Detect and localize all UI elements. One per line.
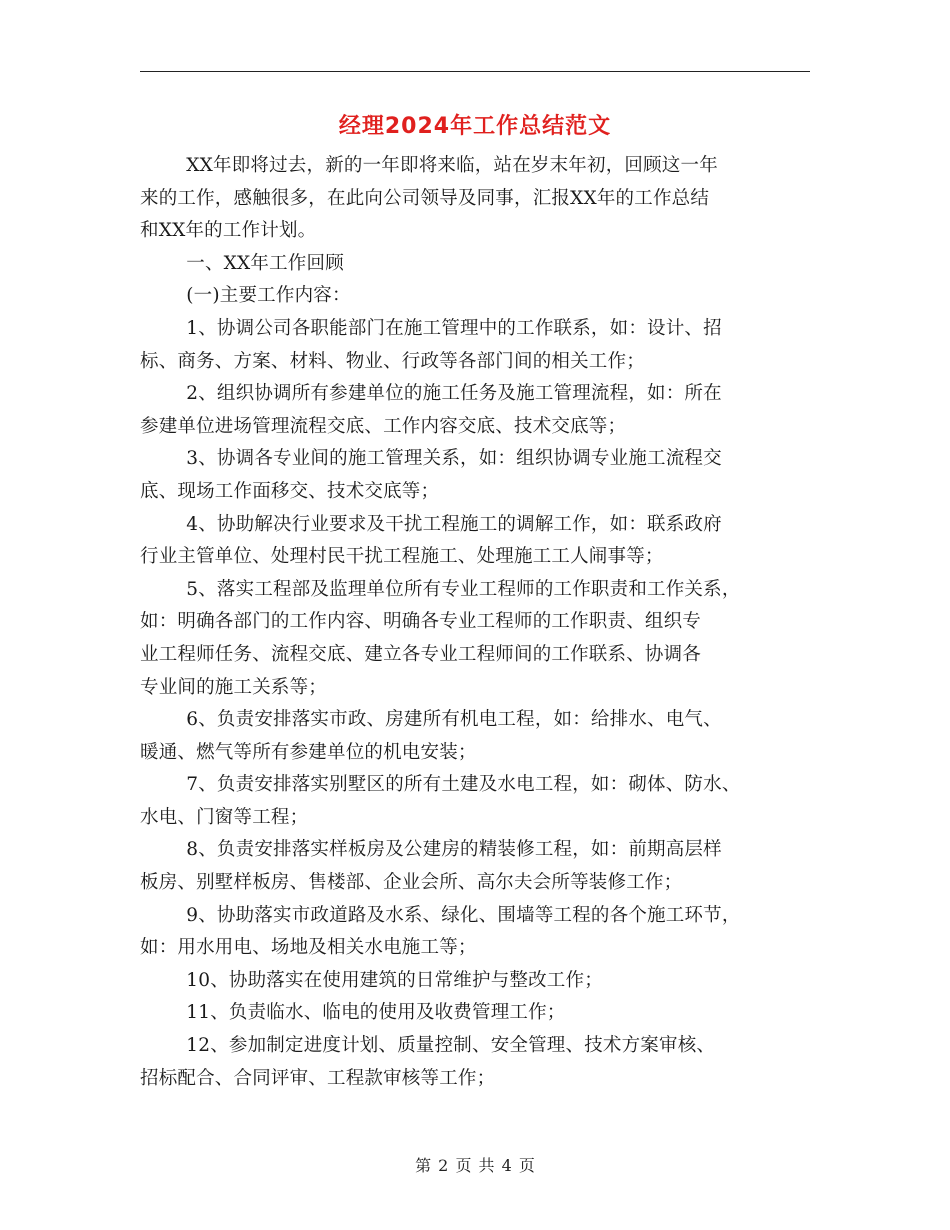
list-item: 7、负责安排落实别墅区的所有土建及水电工程，如：砌体、防水、 水电、门窗等工程；	[140, 774, 741, 828]
list-item: 11、负责临水、临电的使用及收费管理工作；	[186, 1002, 566, 1024]
list-item: 4、协助解决行业要求及干扰工程施工的调解工作，如：联系政府 行业主管单位、处理村民干扰工程施工、处理施工工人闹事等；	[140, 513, 722, 568]
subsection-heading: (一)主要工作内容：	[186, 285, 351, 307]
section-heading: 一、XX年工作回顾	[186, 252, 344, 274]
list-item: 12、参加制定进度计划、质量控制、安全管理、技术方案审核、 招标配合、合同评审、工程款审核等工作；	[140, 1035, 716, 1089]
document-title: 经理2024年工作总结范文	[338, 114, 612, 139]
document-body	[140, 150, 825, 1095]
list-item: 3、协调各专业间的施工管理关系，如：组织协调专业施工流程交 底、现场工作面移交、技术交底等；	[140, 448, 722, 502]
list-item: 2、组织协调所有参建单位的施工任务及施工管理流程，如：所在 参建单位进场管理流程交底、工作内容交底、技术交底等；	[140, 383, 722, 437]
list-item: 8、负责安排落实样板房及公建房的精装修工程，如：前期高层样 板房、别墅样板房、售楼部、企业会所、高尔夫会所等装修工作；	[140, 839, 722, 894]
list-item: 9、协助落实市政道路及水系、绿化、围墙等工程的各个施工环节， 如：用水用电、场地及相关水电施工等；	[140, 904, 741, 959]
list-item: 10、协助落实在使用建筑的日常维护与整改工作；	[186, 969, 603, 991]
body-paragraph: XX年即将过去，新的一年即将来临，站在岁末年初，回顾这一年 来的工作，感触很多，在此向公司领导及同事，汇报XX年的工作总结 和XX年的工作计划。	[140, 155, 718, 242]
list-item: 1、协调公司各职能部门在施工管理中的工作联系，如：设计、招 标、商务、方案、材料、物业、行政等各部门间的相关工作；	[140, 317, 722, 372]
header-rule	[140, 71, 810, 72]
list-item: 6、负责安排落实市政、房建所有机电工程，如：给排水、电气、 暖通、燃气等所有参建单位的机电安装；	[140, 709, 722, 763]
list-item: 5、落实工程部及监理单位所有专业工程师的工作职责和工作关系， 如：明确各部门的工作内容、明确各专业工程师的工作职责、组织专 业工程师任务、流程交底、建立各专业工程师间的工作联系、协调各 专业间的施工关系等；	[140, 578, 741, 698]
page-number-footer: 第 2 页 共 4 页	[415, 1156, 535, 1175]
